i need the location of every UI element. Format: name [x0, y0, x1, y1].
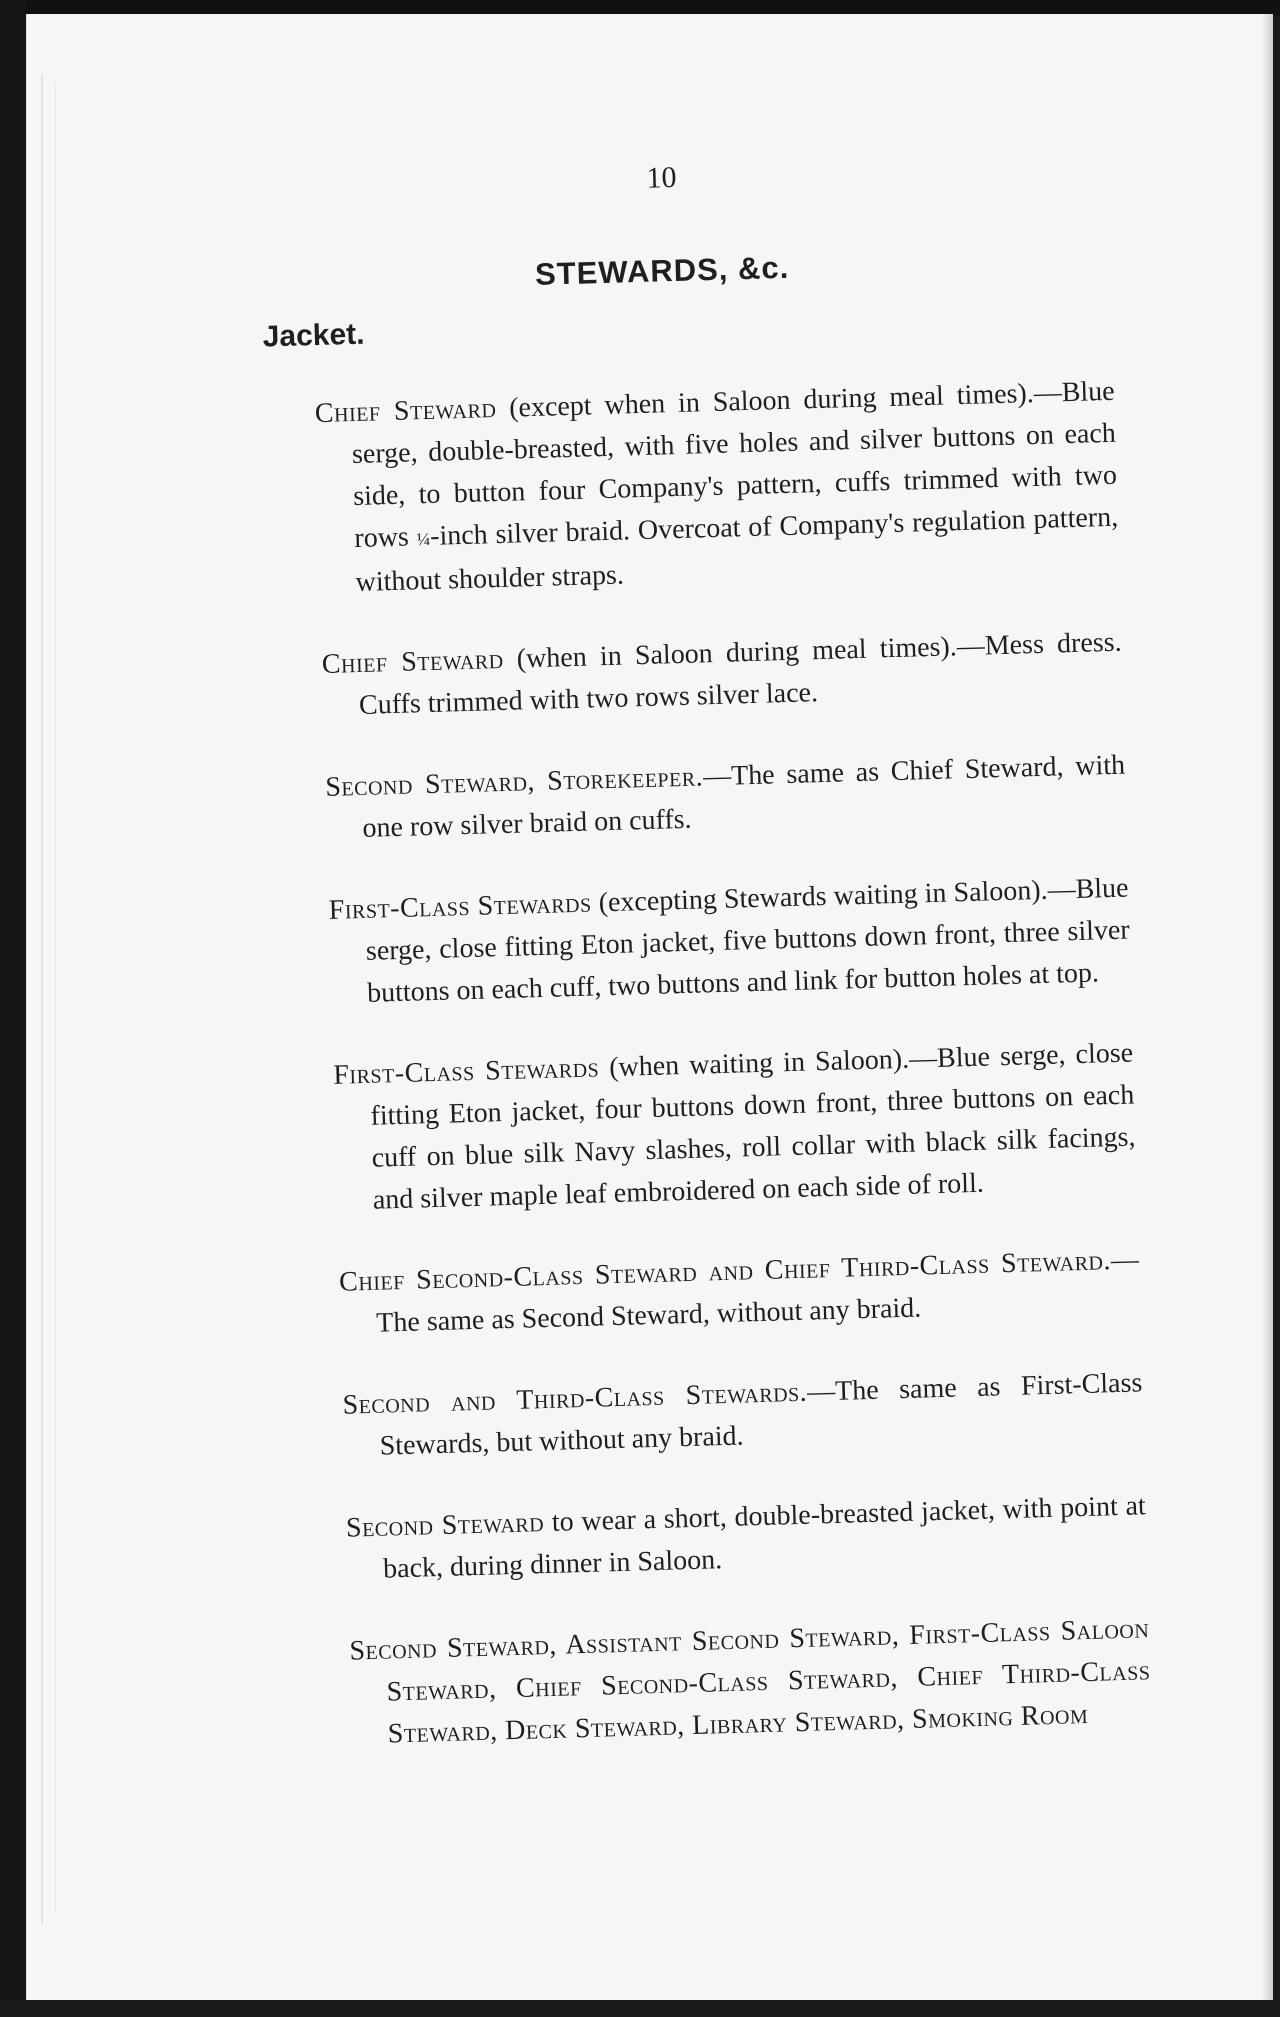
entry-text: —The same as Second Steward, without any braid. — [375, 1244, 1140, 1339]
entry — [314, 371, 1120, 605]
entry — [328, 868, 1131, 1016]
entry-lead: Chief Second-Class Steward and Chief Third-Class Steward. — [338, 1245, 1112, 1298]
entry — [321, 622, 1123, 728]
entry-text: (when waiting in Saloon).—Blue serge, close fitting Eton jacket, four buttons down front, three buttons on each cuff on blue silk Navy slashes, roll collar with black silk facings, and silver maple leaf embroidered on each side of roll. — [370, 1037, 1136, 1216]
entry-text: to wear a short, double-breasted jacket, with point at back, during dinner in Saloon. — [382, 1490, 1147, 1585]
entry-lead: Second Steward — [345, 1507, 545, 1544]
entry-lead: Second and Third-Class Stewards. — [342, 1376, 808, 1421]
entry-lead: First-Class Stewards — [328, 887, 593, 926]
section-title: STEWARDS, &c. — [534, 249, 790, 292]
entry — [349, 1608, 1152, 1756]
entry — [345, 1485, 1147, 1591]
entry-text: (except when in Saloon during meal times).—Blue serge, double-breasted, with five holes and silver buttons on each side, to button four Company's pattern, cuffs trimmed with two rows — [351, 375, 1118, 555]
subheading: Jacket. — [262, 317, 365, 354]
entry-lead: Chief Steward — [314, 393, 497, 430]
document-page — [26, 14, 1273, 2000]
entry-lead: Second Steward, Assistant Second Steward, First-Class Saloon Steward, Chief Second-Class Steward, Chief Third-Class Steward, Deck Steward, Library Steward, Smoking Room — [349, 1613, 1151, 1750]
entry-text: (excepting Stewards waiting in Saloon).—Blue serge, close fitting Eton jacket, five buttons down front, three silver buttons on each cuff, two buttons and link for button holes at top. — [365, 872, 1131, 1009]
page-number: 10 — [645, 160, 677, 195]
page-content — [2, 0, 1280, 2017]
entry-lead: First-Class Stewards — [332, 1052, 600, 1091]
entry-text: (when in Saloon during meal times).—Mess dress. Cuffs trimmed with two rows silver lace. — [358, 626, 1123, 721]
entry — [342, 1362, 1144, 1468]
entry — [333, 1032, 1137, 1222]
entry-fraction: ¼ — [416, 528, 431, 550]
entry-text-tail: -inch silver braid. Overcoat of Company's regulation pattern, without shoulder straps. — [355, 501, 1119, 599]
entry-list — [314, 343, 1154, 1796]
entry-lead: Second Steward, Storekeeper. — [324, 761, 704, 803]
entry-text: —The same as Chief Steward, with one row silver braid on cuffs. — [362, 749, 1126, 844]
entry-text: —The same as First-Class Stewards, but without any braid. — [379, 1367, 1143, 1462]
entry — [325, 745, 1127, 851]
entry-lead: Chief Steward — [321, 643, 505, 680]
entry — [339, 1239, 1141, 1345]
